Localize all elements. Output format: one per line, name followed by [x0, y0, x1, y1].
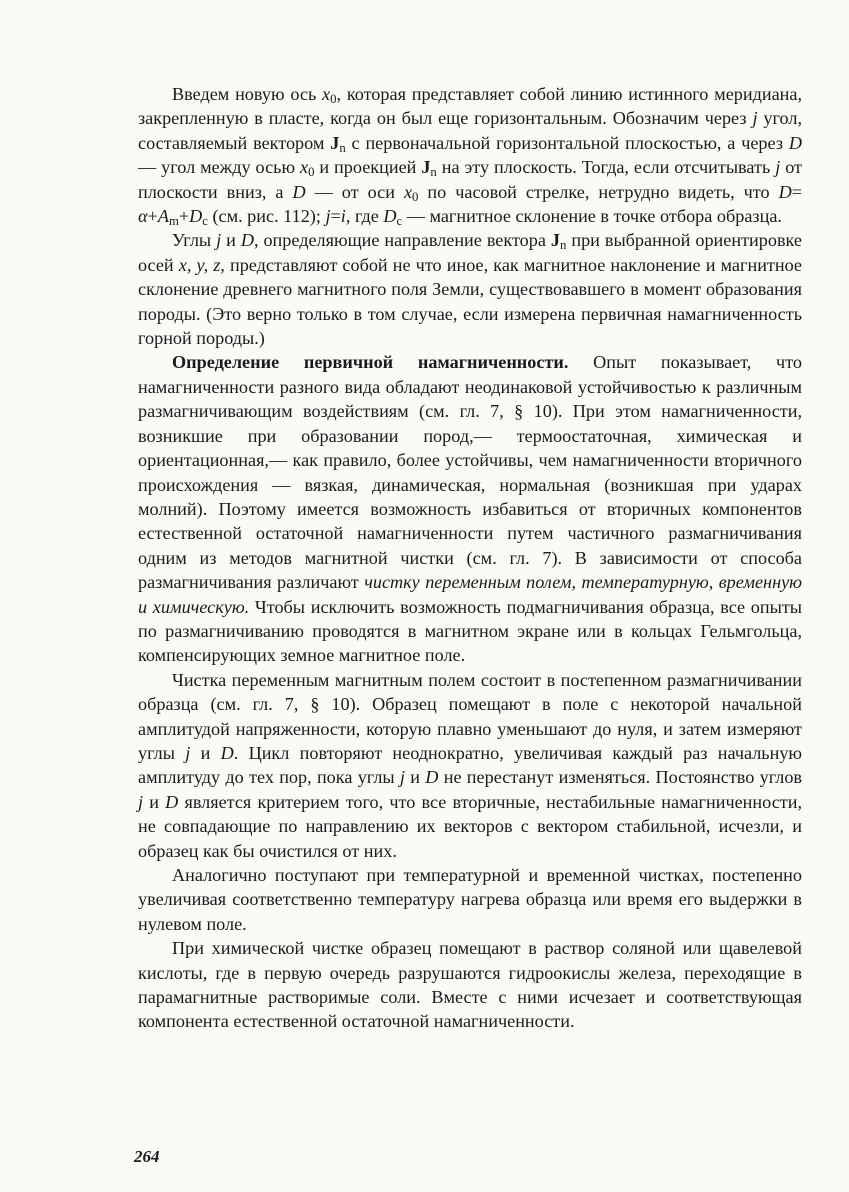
text-run: = — [330, 206, 341, 227]
text-run: = — [791, 181, 803, 202]
text-run: , определяющие направление вектора — [253, 230, 551, 251]
body-text — [138, 82, 802, 1034]
text-run: D — [383, 206, 397, 227]
text-run: Определение первичной намагниченности. — [172, 352, 569, 373]
text-run: и — [404, 767, 426, 788]
text-run: m — [168, 214, 179, 229]
text-run: и — [221, 230, 241, 251]
text-run: j — [325, 206, 331, 227]
text-run: (см. рис. 112); — [207, 206, 326, 227]
text-run: x — [299, 157, 309, 178]
text-run: при выбранной ориентировке осей — [138, 230, 802, 275]
text-run: J — [550, 230, 560, 251]
text-run: не перестанут изменяться. Постоянство углов — [438, 767, 803, 788]
text-run: A — [157, 206, 169, 227]
text-run: x, y, z, — [178, 254, 225, 275]
text-run: является критерием того, что все вторичные, нестабильные намагниченности, не совпадающие по направлению их векторов с вектором стабильной, исчезли, и образец как бы очистился от них. — [138, 791, 802, 861]
text-run: 0 — [308, 165, 315, 180]
paragraph — [138, 82, 802, 228]
text-run: D — [189, 206, 203, 227]
text-run: от плоскости вниз, а — [138, 157, 802, 202]
text-run: i — [340, 206, 346, 227]
text-run: j — [752, 108, 758, 129]
paragraph — [138, 936, 802, 1034]
text-run: на эту плоскость. Тогда, если отсчитывать — [436, 157, 776, 178]
text-run: j — [775, 157, 781, 178]
text-run: J — [330, 132, 340, 153]
text-run: Углы — [172, 230, 217, 251]
text-run: D — [778, 181, 792, 202]
text-run: j — [138, 791, 144, 812]
text-run: . Цикл повторяют неоднократно, увеличивая каждый раз начальную амплитуду до тех пор, пока углы — [138, 742, 802, 788]
text-run: угол, составляемый вектором — [138, 108, 803, 153]
text-run: с первоначальной горизонтальной плоскостью, а через — [345, 132, 789, 153]
text-run: и — [190, 742, 221, 763]
text-run: 0 — [412, 189, 419, 204]
text-run: Опыт показывает, что намагниченности разного вида обладают неодинаковой устойчивостью к различным размагничивающим воздействиям (см. гл. 7, § 10). При этом намагниченности, возникшие при образовании пород,— термоостаточная, химическая и ориентационная,— как правило, более устойчивы, чем намагниченности вторичного происхождения — вязкая, динамическая, нормальная (возникшая при ударах молний). Поэтому имеется возможность избавиться от вторичных компонентов естественной остаточной намагниченности путем частичного размагничивания одним из методов магнитной чистки (см. гл. 7). В зависимости от способа размагничивания различают — [138, 352, 802, 593]
text-run: j — [185, 742, 191, 763]
text-run: n — [560, 238, 567, 253]
text-run: D — [292, 181, 306, 202]
text-run: , где — [345, 206, 384, 227]
text-run: x — [403, 181, 413, 202]
text-run: + — [178, 206, 190, 227]
text-run: по часовой стрелке, нетрудно видеть, что — [418, 181, 779, 202]
paragraph — [138, 863, 802, 936]
text-run: J — [421, 157, 431, 178]
text-run: D — [788, 132, 802, 153]
text-run: 0 — [330, 92, 337, 107]
page-number: 264 — [134, 1147, 160, 1166]
text-run: j — [216, 230, 222, 251]
text-run: представляют собой не что иное, как магнитное наклонение и магнитное склонение древнего магнитного поля Земли, существовавшего в момент образования породы. (Это верно только в том случае, если измерена первичная намагниченность горной породы.) — [138, 254, 802, 349]
text-run: Чтобы исключить возможность подмагничивания образца, все опыты по размагничиванию проводятся в магнитном экране или в кольцах Гельмгольца, компенсирующих земное магнитное поле. — [138, 596, 803, 666]
text-run: D — [240, 230, 254, 251]
text-run: Введем новую ось — [172, 84, 323, 104]
text-run: Аналогично поступают при температурной и временной чистках, постепенно увеличивая соответственно температуру нагрева образца или время его выдержки в нулевом поле. — [138, 865, 802, 934]
text-run: + — [147, 206, 158, 227]
text-run: α — [138, 206, 148, 227]
text-run: c — [396, 214, 403, 229]
text-run: — от оси — [305, 181, 404, 202]
text-run: и — [143, 791, 166, 812]
text-run: чистку переменным полем, температурную, временную и химическую. — [138, 572, 802, 617]
text-run: — магнитное склонение в точке отбора образца. — [402, 206, 782, 227]
paragraph — [138, 228, 802, 350]
paragraph — [138, 668, 802, 863]
text-run: , которая представляет собой линию истинного меридиана, закрепленную в пласте, когда он был еще горизонтальным. Обозначим через — [138, 84, 803, 129]
text-run: n — [430, 165, 437, 180]
text-run: и проекцией — [314, 157, 422, 178]
text-run: — угол между осью — [138, 157, 300, 178]
text-run: x — [322, 84, 331, 104]
text-run: c — [202, 214, 208, 229]
text-run: D — [220, 742, 234, 763]
paragraph — [138, 350, 802, 667]
text-run: n — [339, 140, 346, 155]
text-run: D — [425, 767, 439, 788]
text-run: Чистка переменным магнитным полем состоит в постепенном размагничивании образца (см. гл. 7, § 10). Образец помещают в поле с некоторой начальной амплитудой напряженности, которую плавно уменьшают до нуля, и затем измеряют углы — [138, 669, 802, 763]
text-run: j — [399, 767, 405, 788]
text-run: D — [165, 791, 179, 812]
text-run: При химической чистке образец помещают в раствор соляной или щавелевой кислоты, где в первую очередь разрушаются гидроокислы железа, переходящие в парамагнитные растворимые соли. Вместе с ними исчезает и соответствующая компонента естественной остаточной намагниченности. — [138, 938, 802, 1032]
